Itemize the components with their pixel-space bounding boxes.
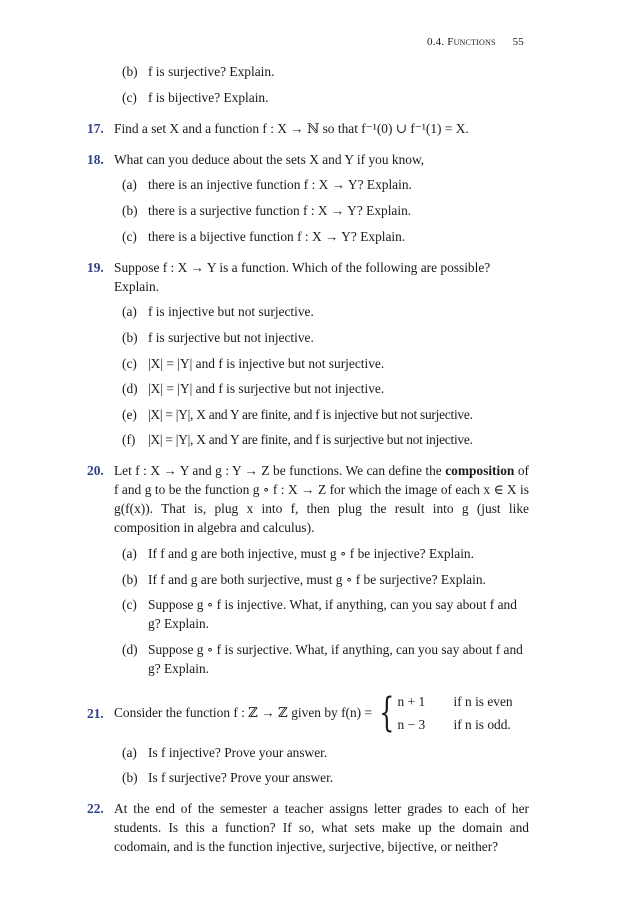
exercise-text: Suppose f : X → Y is a function. Which of the following are possible? Explain. — [114, 259, 491, 294]
case-condition: if n is even — [453, 693, 513, 709]
item-text: |X| = |Y|, X and Y are finite, and f is injective but not surjective. — [148, 406, 473, 422]
item-label: (c) — [122, 89, 137, 105]
exercise-text: Find a set X and a function f : X → ℕ so that f⁻¹(0) ∪ f⁻¹(1) = X. — [114, 120, 469, 136]
exercise-18c — [0, 227, 630, 246]
item-label: (c) — [122, 355, 137, 371]
item-text: f is injective but not surjective. — [148, 304, 314, 320]
exercise-number: 19. — [87, 259, 104, 275]
exercise-number: 20. — [87, 463, 104, 479]
item-label: (d) — [122, 641, 138, 657]
item-label: (c) — [122, 597, 137, 613]
left-brace: { — [379, 689, 395, 736]
item-label: (c) — [122, 228, 137, 244]
running-header — [427, 33, 524, 52]
exercise-20c — [0, 595, 630, 633]
exercise-22 — [0, 799, 630, 856]
exercise-18b — [0, 201, 630, 220]
cases-block — [398, 692, 513, 734]
item-text: there is an injective function f : X → Y? Explain. — [148, 177, 412, 193]
exercise-19a — [0, 302, 630, 321]
exercise-19c — [0, 354, 630, 373]
item-text: f is surjective but not injective. — [148, 329, 314, 345]
case-expression: n − 3 — [397, 716, 426, 732]
item-text: If f and g are both injective, must g ∘ f be injective? Explain. — [148, 546, 474, 562]
item-label: (a) — [122, 177, 137, 193]
item-label: (f) — [122, 432, 136, 448]
item-label: (b) — [122, 571, 138, 587]
item-text: Is f surjective? Prove your answer. — [148, 770, 334, 786]
item-text: If f and g are both surjective, must g ∘ f be surjective? Explain. — [148, 571, 486, 587]
exercise-text: What can you deduce about the sets X and Y if you know, — [114, 151, 425, 167]
exercise-text-rest: of f and g to be the function g ∘ f : X → Z for which the image of each x ∈ X is g(f(x)). That is, plug x into f, then plug the result into g (just like composition in algebra and calculus). — [114, 463, 529, 536]
exercise-21 — [0, 690, 630, 736]
exercise-text: At the end of the semester a teacher assigns letter grades to each of her students. Is this a function? If so, what sets make up the domain and codomain, and is the function injective, surjective, bijective, or neither? — [114, 801, 529, 855]
exercise-number: 18. — [87, 151, 104, 167]
item-label: (a) — [122, 546, 137, 562]
exercise-19f — [0, 430, 630, 449]
page-body — [0, 62, 630, 863]
item-label: (d) — [122, 381, 138, 397]
exercise-number: 22. — [87, 801, 104, 817]
item-text: f is bijective? Explain. — [148, 89, 269, 105]
exercise-18a — [0, 175, 630, 194]
exercise-number: 17. — [87, 120, 104, 136]
exercise-19e — [0, 405, 630, 424]
item-text: Is f injective? Prove your answer. — [148, 744, 328, 760]
exercise-21b — [0, 768, 630, 787]
exercise-16b — [0, 62, 630, 81]
item-label: (b) — [122, 202, 138, 218]
exercise-text-intro: Let f : X → Y and g : Y → Z be functions. We can define the — [114, 463, 442, 479]
item-label: (b) — [122, 329, 138, 345]
defined-term: composition — [445, 463, 515, 479]
item-text: there is a surjective function f : X → Y? Explain. — [148, 202, 412, 218]
exercise-text: Consider the function f : ℤ → ℤ given by f(n) = — [114, 705, 373, 721]
item-text: Suppose g ∘ f is surjective. What, if anything, can you say about f and g? Explain. — [148, 641, 523, 676]
item-text: |X| = |Y|, X and Y are finite, and f is surjective but not injective. — [148, 432, 473, 448]
case-row — [398, 715, 513, 734]
exercise-18 — [0, 150, 630, 169]
exercise-17 — [0, 119, 630, 138]
item-text: Suppose g ∘ f is injective. What, if anything, can you say about f and g? Explain. — [148, 597, 517, 632]
exercise-number: 21. — [87, 705, 104, 721]
item-label: (b) — [122, 64, 138, 79]
exercise-20d — [0, 640, 630, 678]
item-label: (a) — [122, 744, 137, 760]
item-text: |X| = |Y| and f is surjective but not injective. — [148, 381, 385, 397]
exercise-21a — [0, 743, 630, 762]
exercise-20b — [0, 570, 630, 589]
exercise-20 — [0, 461, 630, 537]
item-text: |X| = |Y| and f is injective but not surjective. — [148, 355, 385, 371]
item-label: (b) — [122, 770, 138, 786]
item-text: there is a bijective function f : X → Y? Explain. — [148, 228, 406, 244]
page-number: 55 — [512, 36, 524, 48]
exercise-16c — [0, 88, 630, 107]
item-text: f is surjective? Explain. — [148, 64, 275, 79]
item-label: (e) — [122, 406, 137, 422]
exercise-20a — [0, 544, 630, 563]
case-expression: n + 1 — [397, 693, 426, 709]
exercise-19b — [0, 328, 630, 347]
case-condition: if n is odd. — [453, 716, 511, 732]
piecewise-definition — [114, 690, 529, 736]
section-title: 0.4. Functions — [427, 36, 496, 48]
exercise-19d — [0, 379, 630, 398]
case-row — [398, 692, 513, 711]
exercise-19 — [0, 258, 630, 296]
item-label: (a) — [122, 304, 137, 320]
